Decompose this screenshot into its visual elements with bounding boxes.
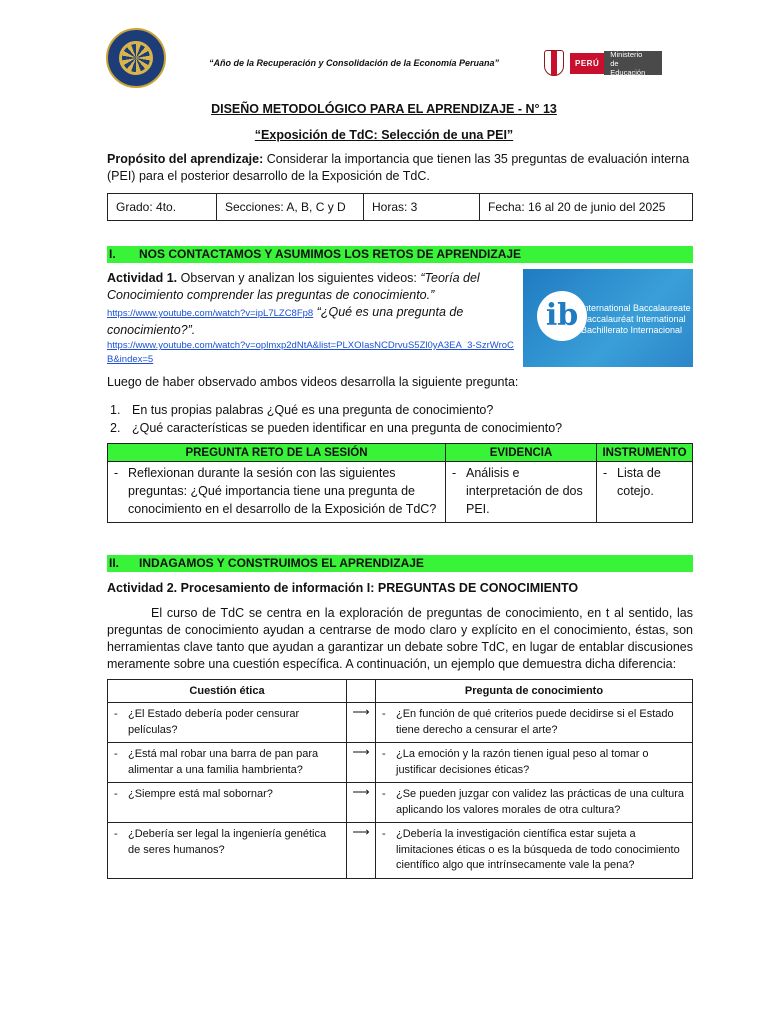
arrow-icon: ⟶ <box>347 783 376 823</box>
arrow-icon: ⟶ <box>347 823 376 879</box>
list-item: 2. ¿Qué características se pueden identificar en una pregunta de conocimiento? <box>110 421 563 435</box>
explanation-paragraph: El curso de TdC se centra en la exploración de preguntas de conocimiento, en t al sentido, las preguntas de conocimiento ayudan a centrarse de modo claro y explícito en el conocimiento, éstas, son herramientas clave tanto que ayudan a garantizar un debate sobre TdC, en lugar de entablar discusiones meramente sobre una cuestión específica. A continuación, un ejemplo que demuestra dicha diferencia: <box>107 606 693 671</box>
instruction-text: Luego de haber observado ambos videos desarrolla la siguiente pregunta: <box>107 375 519 389</box>
table-row: - ¿Debería ser legal la ingeniería genética de seres humanos? ⟶ - ¿Debería la investigación científica estar sujeta a limitaciones éticas o es la búsqueda de todo conocimiento científico algo que intrínsecamente vale la pena? <box>108 823 693 879</box>
header-challenge-question: PREGUNTA RETO DE LA SESIÓN <box>108 444 446 462</box>
ib-symbol-icon: ib <box>537 291 587 341</box>
table-row: - ¿Siempre está mal sobornar? ⟶ - ¿Se pueden juzgar con validez las prácticas de una cultura aplicando los valores morales de otra cultura? <box>108 783 693 823</box>
section-2-heading: II. INDAGAMOS Y CONSTRUIMOS EL APRENDIZAJE <box>107 555 693 572</box>
instrument: Lista de cotejo. <box>617 466 661 498</box>
list-item: 1. En tus propias palabras ¿Qué es una pregunta de conocimiento? <box>110 403 494 417</box>
hours-cell: Horas: 3 <box>364 194 480 221</box>
peru-label: PERÚ <box>570 53 604 74</box>
activity-2-title: Actividad 2. Procesamiento de información I: PREGUNTAS DE CONOCIMIENTO <box>107 581 579 595</box>
ib-logo: ib International Baccalaureate Baccalauréat International Bachillerato Internacional <box>523 269 693 367</box>
header-instrument: INSTRUMENTO <box>597 444 693 462</box>
table-row: - ¿Está mal robar una barra de pan para alimentar a una familia hambrienta? ⟶ - ¿La emoción y la razón tienen igual peso al tomar o justificar decisiones éticas? <box>108 743 693 783</box>
table-row: - ¿El Estado debería poder censurar películas? ⟶ - ¿En función de qué criterios puede decidirse si el Estado tiene derecho a censurar el arte? <box>108 703 693 743</box>
date-cell: Fecha: 16 al 20 de junio del 2025 <box>480 194 693 221</box>
evidence: Análisis e interpretación de dos PEI. <box>466 466 583 516</box>
question-list <box>110 401 562 437</box>
header-knowledge-question: Pregunta de conocimiento <box>376 680 693 703</box>
header-arrow <box>347 680 376 703</box>
session-info-table <box>107 193 693 221</box>
grade-cell: Grado: 4to. <box>108 194 217 221</box>
table-row: - Reflexionan durante la sesión con las siguientes preguntas: ¿Qué importancia tiene una pregunta de conocimiento en el desarrollo de la Exposición de TdC? - Análisis e interpretación de dos PEI. - Lista de cotejo. <box>108 462 693 523</box>
year-motto: “Año de la Recuperación y Consolidación de la Economía Peruana” <box>208 58 500 68</box>
activity-1: Actividad 1. Observan y analizan los siguientes videos: “Teoría del Conocimiento comprender las preguntas de conocimiento.” https://www.youtube.com/watch?v=ipL7LZC8Fp8 “¿Qué es una pregunta de conocimiento?”. https://www.youtube.com/watch?v=oplmxp2dNtA&list=PLXOIasNCDrvuS5Zl0yA3EA_3-SzrWroCB&index=5 <box>107 271 514 365</box>
sections-cell: Secciones: A, B, C y D <box>217 194 364 221</box>
challenge-table <box>107 443 693 523</box>
ministry-label: Ministerio de Educación <box>604 51 662 75</box>
section-1-heading: I. NOS CONTACTAMOS Y ASUMIMOS LOS RETOS DE APRENDIZAJE <box>107 246 693 263</box>
learning-purpose: Propósito del aprendizaje: Considerar la importancia que tienen las 35 preguntas de evaluación interna (PEI) para el posterior desarrollo de la Exposición de TdC. <box>107 152 690 183</box>
document-title: DISEÑO METODOLÓGICO PARA EL APRENDIZAJE - N° 13 <box>211 102 557 116</box>
ministry-logo <box>544 48 662 78</box>
header-ethical-question: Cuestión ética <box>108 680 347 703</box>
video-2-link[interactable]: https://www.youtube.com/watch?v=oplmxp2dNtA&list=PLXOIasNCDrvuS5Zl0yA3EA_3-SzrWroCB&index=5 <box>107 340 514 365</box>
arrow-icon: ⟶ <box>347 743 376 783</box>
arrow-icon: ⟶ <box>347 703 376 743</box>
header-evidence: EVIDENCIA <box>446 444 597 462</box>
example-table <box>107 679 693 879</box>
video-1-link[interactable]: https://www.youtube.com/watch?v=ipL7LZC8Fp8 <box>107 308 314 319</box>
coat-of-arms-icon <box>544 50 564 76</box>
document-subtitle: “Exposición de TdC: Selección de una PEI” <box>254 128 514 142</box>
challenge-question: Reflexionan durante la sesión con las siguientes preguntas: ¿Qué importancia tiene una pregunta de conocimiento en el desarrollo de la Exposición de TdC? <box>128 466 437 516</box>
